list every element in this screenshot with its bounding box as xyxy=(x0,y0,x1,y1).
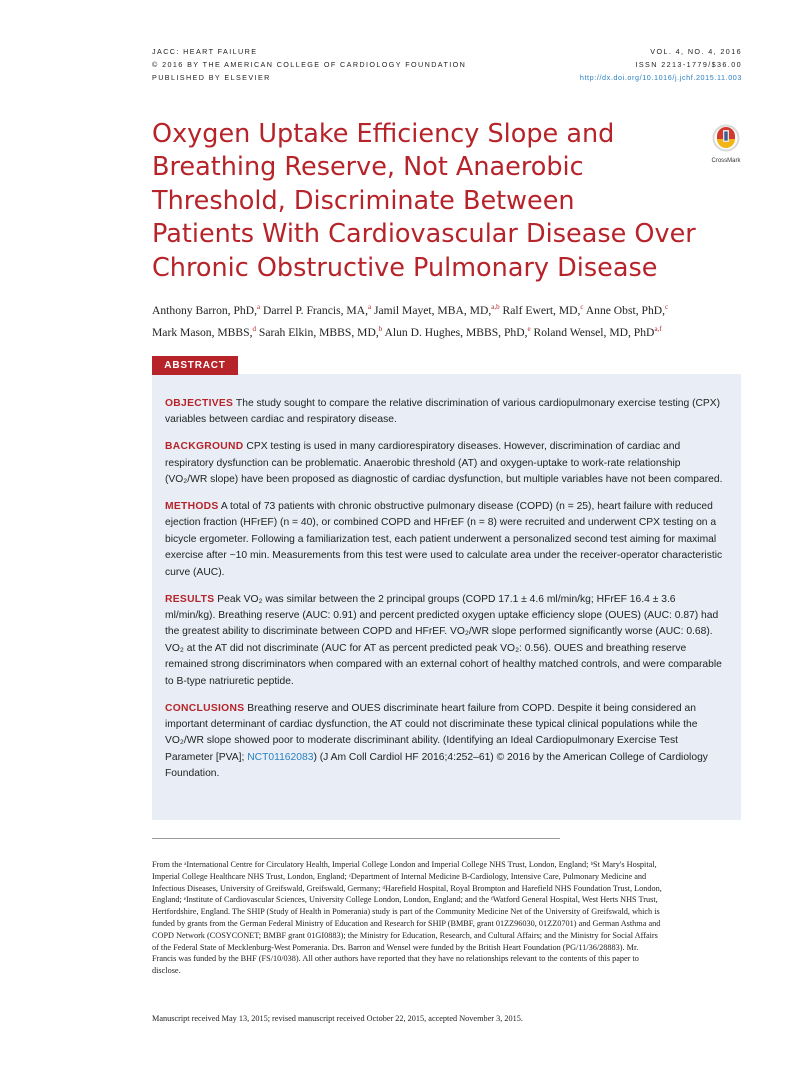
publisher-line: PUBLISHED BY ELSEVIER xyxy=(152,73,271,82)
results-text: Peak VO₂ was similar between the 2 principal groups (COPD 17.1 ± 4.6 ml/min/kg; HFrEF 16.4 ± 3.6 ml/min/kg). Breathing reserve (AUC: 0.91) and percent predicted oxygen uptake efficiency slope (OUES) (AUC: 0.87) had the greatest ability to discriminate between COPD and HFrEF. VO₂/WR slope performed significantly worse (AUC: 0.68). VO₂ at the AT did not discriminate (AUC for AT as percent predicted peak VO₂: 0.56). OUES and breathing reserve remained strong discriminators when compared with an external cohort of healthy matched controls, and were comparable to B-type natriuretic peptide. xyxy=(165,593,722,687)
abstract-methods xyxy=(165,499,725,581)
doi-link[interactable]: http://dx.doi.org/10.1016/j.jchf.2015.11.003 xyxy=(579,73,742,82)
author: Ralf Ewert, MD,$^c$ xyxy=(502,303,584,317)
abstract-background xyxy=(165,439,725,488)
copyright-line: © 2016 BY THE AMERICAN COLLEGE OF CARDIOLOGY FOUNDATION xyxy=(152,60,467,69)
journal-header-right xyxy=(580,45,742,84)
methods-text: A total of 73 patients with chronic obstructive pulmonary disease (COPD) (n = 25), heart failure with reduced ejection fraction (HFrEF) (n = 40), or combined COPD and HFrEF (n = 8) were recruited and underwent CPX testing on a bicycle ergometer. Following a familiarization test, each patient underwent a personalized second test aiming for maximal exercise after ~10 min. Measurements from this test were used to calculate area under the receiver-operator characteristic curve (AUC). xyxy=(165,501,723,578)
abstract-tab: ABSTRACT xyxy=(152,356,238,375)
abstract-objectives xyxy=(165,396,725,429)
author: Roland Wensel, MD, PhD$^{a,f}$ xyxy=(533,324,662,339)
abstract-content xyxy=(165,396,725,793)
conclusions-heading: CONCLUSIONS xyxy=(165,702,245,714)
author: Anne Obst, PhD,$^c$ xyxy=(585,303,669,317)
author-list xyxy=(152,298,752,342)
title-line: Chronic Obstructive Pulmonary Disease xyxy=(152,252,658,283)
title-line: Patients With Cardiovascular Disease Over xyxy=(152,219,696,250)
article-title xyxy=(152,118,732,285)
title-line: Oxygen Uptake Efficiency Slope and xyxy=(152,119,615,149)
objectives-heading: OBJECTIVES xyxy=(165,398,234,409)
author: Alun D. Hughes, MBBS, PhD,$^e$ xyxy=(384,324,531,339)
title-line: Threshold, Discriminate Between xyxy=(152,185,575,216)
affiliations-footnote: From the ᵃInternational Centre for Circulatory Health, Imperial College London and Imperial College NHS Trust, London, England; ᵇSt Mary's Hospital, Imperial College Healthcare NHS Trust, London, England; ᶜDepartment of Internal Medicine B-Cardiology, Intensive Care, Pulmonary Medicine and Infectious Diseases, University of Greifswald, Greifswald, Germany; ᵈHarefield Hospital, Royal Brompton and Harefield NHS Foundation Trust, London, England; ᵉInstitute of Cardiovascular Sciences, University College London, London, England; and the ᶠWatford General Hospital, West Herts NHS Trust, Hertfordshire, England. The SHIP (Study of Health in Pomerania) study is part of the Community Medicine Net of the University of Greifswald, which is funded by grants from the German Federal Ministry of Education and Research for SHIP (BMBF, grant 01ZZ96030, 01ZZ0701) and German Asthma and COPD Network (COSYCONET; BMBF grant 01GI0883); the Ministry for Education, Research, and Cultural Affairs; and the Ministry for Social Affairs of the Federal State of Mecklenburg-West Pomerania. Drs. Barron and Wensel were funded by the British Heart Foundation (PG/11/36/28883). Mr. Francis was funded by the BHF (FS/10/038). All other authors have reported that they have no relationships relevant to the contents of this paper to disclose. xyxy=(152,860,662,976)
author: Mark Mason, MBBS,$^d$ xyxy=(152,324,256,339)
results-heading: RESULTS xyxy=(165,593,215,605)
objectives-text: The study sought to compare the relative discrimination of various cardiopulmonary exercise testing (CPX) variables between cardiac and respiratory disease. xyxy=(165,398,721,426)
journal-header-left xyxy=(152,45,466,84)
author: Darrel P. Francis, MA,$^a$ xyxy=(263,303,372,317)
author: Anthony Barron, PhD,$^a$ xyxy=(152,303,261,317)
crossmark-label: CrossMark xyxy=(711,158,741,164)
methods-heading: METHODS xyxy=(165,501,219,513)
crossmark-badge[interactable] xyxy=(708,124,744,164)
author: Sarah Elkin, MBBS, MD,$^b$ xyxy=(258,324,383,339)
issn-line: ISSN 2213-1779/$36.00 xyxy=(635,60,742,69)
title-line: Breathing Reserve, Not Anaerobic xyxy=(152,152,584,183)
abstract-conclusions xyxy=(165,701,725,783)
volume-line: VOL. 4, NO. 4, 2016 xyxy=(650,47,742,56)
crossmark-icon xyxy=(712,124,740,152)
background-text: CPX testing is used in many cardiorespiratory diseases. However, discrimination of cardiac and respiratory dysfunction can be problematic. Anaerobic threshold (AT) and oxygen-uptake to work-rate relationship (VO₂/WR slope) have been proposed as diagnostic of cardiac dysfunction, but multiple variables have not been compared. xyxy=(165,441,723,486)
journal-name: JACC: HEART FAILURE xyxy=(152,47,258,56)
manuscript-dates: Manuscript received May 13, 2015; revised manuscript received October 22, 2015, accepted November 3, 2015. xyxy=(152,1014,523,1023)
conclusions-text: Breathing reserve and OUES discriminate heart failure from COPD. Despite it being considered an important determinant of cardiac dysfunction, the AT could not discriminate these typical clinical populations while the VO₂/WR slope showed poor to moderate discriminant ability. (Identifying an Ideal Cardiopulmonary Exercise Test Parameter [PVA]; xyxy=(165,702,698,763)
background-heading: BACKGROUND xyxy=(165,441,244,453)
footnote-divider xyxy=(152,838,560,839)
abstract-results xyxy=(165,592,725,690)
trial-registry-link[interactable]: NCT01162083 xyxy=(247,751,314,763)
author: Jamil Mayet, MBA, MD,$^{a,b}$ xyxy=(374,303,500,317)
citation-text: ) (J Am Coll Cardiol HF 2016;4:252–61) © 2016 by the American College of Cardiology Foundation. xyxy=(165,751,708,780)
